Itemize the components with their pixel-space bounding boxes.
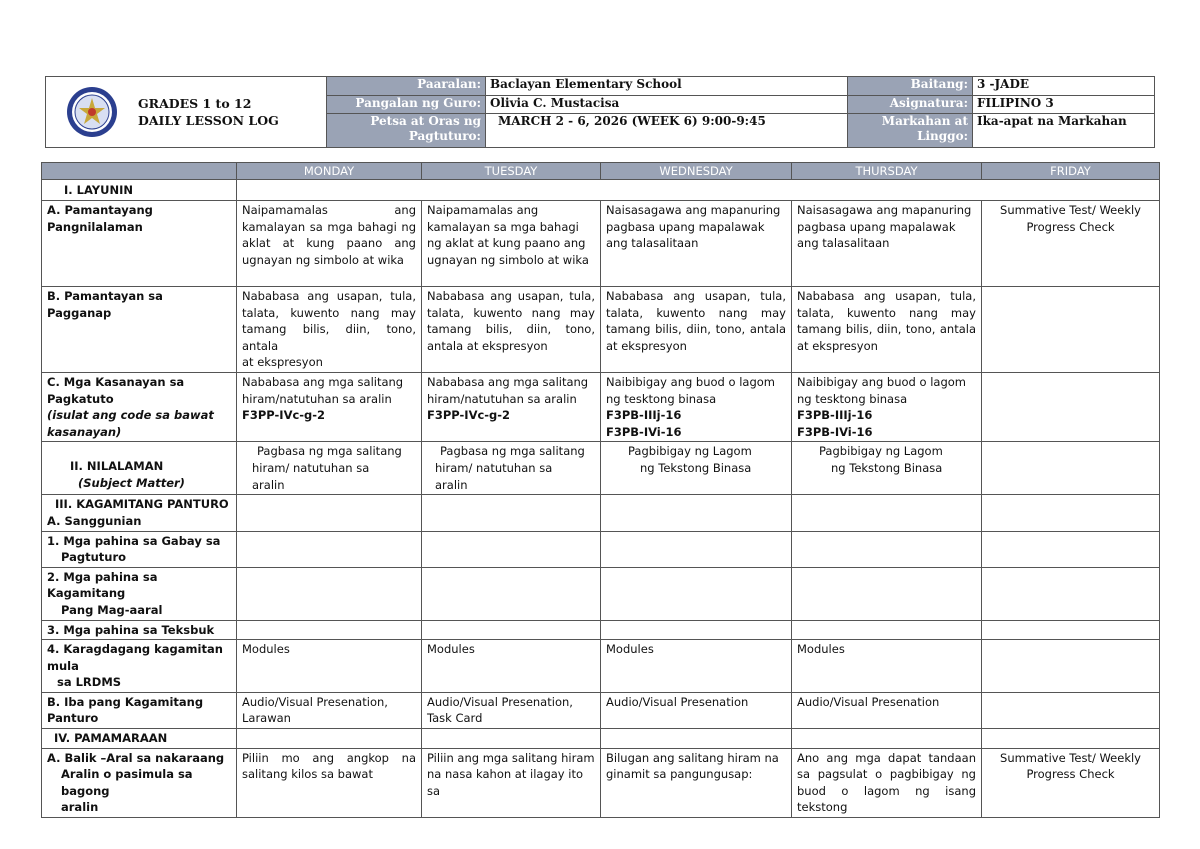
- pagganap-friday: [982, 287, 1160, 373]
- table-row: [42, 287, 1160, 373]
- header-table: [45, 76, 1155, 148]
- day-header-friday: FRIDAY: [982, 163, 1160, 180]
- table-row: [42, 567, 1160, 620]
- quarter-value: Ika-apat na Markahan: [973, 113, 1155, 147]
- table-row: [42, 620, 1160, 640]
- pamantayang-tuesday: Naipamamalas ang kamalayan sa mga bahagi ng aklat at kung paano ang ugnayan ng simbolo at wika: [422, 201, 601, 287]
- header-title-line1: GRADES 1 to 12: [138, 96, 252, 111]
- table-row: [42, 442, 1160, 495]
- kagamitang-label: 2. Mga pahina sa Kagamitang Pang Mag-aaral: [42, 567, 237, 620]
- kasanayan-wednesday: Naibibigay ang buod o lagom ng tesktong binasa F3PB-IIIj-16 F3PB-IVi-16: [601, 372, 792, 441]
- pamantayang-thursday: Naisasagawa ang mapanuring pagbasa upang mapalawak ang talasalitaan: [792, 201, 982, 287]
- logo-cell: [46, 77, 327, 148]
- layunin-blank: [237, 180, 1160, 201]
- karagdagang-wednesday: Modules: [601, 640, 792, 693]
- kasanayan-label: C. Mga Kasanayan sa Pagkatuto (isulat ang code sa bawat kasanayan): [42, 372, 237, 441]
- balik-thursday: Ano ang mga dapat tandaan sa pagsulat o pagbibigay ng buod o lagom ng isang tekstong: [792, 748, 982, 817]
- kasanayan-tuesday: Nababasa ang mga salitang hiram/natutuhan sa aralin F3PP-IVc-g-2: [422, 372, 601, 441]
- pamamaraan-label: IV. PAMAMARAAN: [42, 729, 237, 749]
- pamantayang-label: A. Pamantayang Pangnilalaman: [42, 201, 237, 287]
- balik-monday: Piliin mo ang angkop na salitang kilos sa bawat: [237, 748, 422, 817]
- day-header-row: [42, 163, 1160, 180]
- balik-friday: Summative Test/ Weekly Progress Check: [982, 748, 1160, 817]
- karagdagang-tuesday: Modules: [422, 640, 601, 693]
- table-row: [42, 495, 1160, 531]
- kasanayan-friday: [982, 372, 1160, 441]
- table-row: [42, 201, 1160, 287]
- teacher-value: Olivia C. Mustacisa: [486, 95, 848, 113]
- pagganap-tuesday: Nababasa ang usapan, tula, talata, kuwento nang may tamang bilis, diin, tono, antala at ekspresyon: [422, 287, 601, 373]
- table-row: [42, 180, 1160, 201]
- nilalaman-tuesday: Pagbasa ng mga salitang hiram/ natutuhan sa aralin: [422, 442, 601, 495]
- table-row: [42, 692, 1160, 728]
- nilalaman-label: II. NILALAMAN (Subject Matter): [42, 442, 237, 495]
- subject-label: Asignatura:: [848, 95, 973, 113]
- pagganap-wednesday: Nababasa ang usapan, tula, talata, kuwento nang may tamang bilis, diin, tono, antala at ekspresyon: [601, 287, 792, 373]
- nilalaman-friday: [982, 442, 1160, 495]
- grade-value: 3 -JADE: [973, 77, 1155, 96]
- subject-value: FILIPINO 3: [973, 95, 1155, 113]
- iba-wednesday: Audio/Visual Presenation: [601, 692, 792, 728]
- teacher-label: Pangalan ng Guro:: [327, 95, 486, 113]
- pagganap-label: B. Pamantayan sa Pagganap: [42, 287, 237, 373]
- header-title-line2: DAILY LESSON LOG: [138, 113, 279, 128]
- day-header-thursday: THURSDAY: [792, 163, 982, 180]
- pamantayang-monday: Naipamamalas ang kamalayan sa mga bahagi ng aklat at kung paano ang ugnayan ng simbolo at wika: [237, 201, 422, 287]
- day-header-blank: [42, 163, 237, 180]
- iba-friday: [982, 692, 1160, 728]
- day-header-monday: MONDAY: [237, 163, 422, 180]
- pagganap-thursday: Nababasa ang usapan, tula, talata, kuwento nang may tamang bilis, diin, tono, antala at ekspresyon: [792, 287, 982, 373]
- date-value: MARCH 2 - 6, 2026 (WEEK 6) 9:00-9:45: [486, 113, 848, 147]
- nilalaman-thursday: Pagbibigay ng Lagom ng Tekstong Binasa: [792, 442, 982, 495]
- karagdagang-label: 4. Karagdagang kagamitan mula sa LRDMS: [42, 640, 237, 693]
- iba-thursday: Audio/Visual Presenation: [792, 692, 982, 728]
- karagdagang-friday: [982, 640, 1160, 693]
- table-row: [42, 748, 1160, 817]
- day-header-tuesday: TUESDAY: [422, 163, 601, 180]
- balik-wednesday: Bilugan ang salitang hiram na ginamit sa pangungusap:: [601, 748, 792, 817]
- lesson-log-table: [41, 162, 1160, 818]
- pamantayang-wednesday: Naisasagawa ang mapanuring pagbasa upang mapalawak ang talasalitaan: [601, 201, 792, 287]
- school-label: Paaralan:: [327, 77, 486, 96]
- day-header-wednesday: WEDNESDAY: [601, 163, 792, 180]
- balik-label: A. Balik –Aral sa nakaraang Aralin o pasimula sa bagong aralin: [42, 748, 237, 817]
- quarter-label: Markahan at Linggo:: [848, 113, 973, 147]
- school-value: Baclayan Elementary School: [486, 77, 848, 96]
- iba-tuesday: Audio/Visual Presenation, Task Card: [422, 692, 601, 728]
- balik-tuesday: Piliin ang mga salitang hiram na nasa kahon at ilagay ito sa: [422, 748, 601, 817]
- karagdagang-thursday: Modules: [792, 640, 982, 693]
- kagamitan-label: III. KAGAMITANG PANTURO A. Sanggunian: [42, 495, 237, 531]
- grade-label: Baitang:: [848, 77, 973, 96]
- nilalaman-wednesday: Pagbibigay ng Lagom ng Tekstong Binasa: [601, 442, 792, 495]
- gabay-label: 1. Mga pahina sa Gabay sa Pagtuturo: [42, 531, 237, 567]
- karagdagang-monday: Modules: [237, 640, 422, 693]
- nilalaman-monday: Pagbasa ng mga salitang hiram/ natutuhan sa aralin: [237, 442, 422, 495]
- table-row: [42, 531, 1160, 567]
- table-row: [42, 729, 1160, 749]
- kasanayan-thursday: Naibibigay ang buod o lagom ng tesktong binasa F3PB-IIIj-16 F3PB-IVi-16: [792, 372, 982, 441]
- table-row: [42, 640, 1160, 693]
- kasanayan-monday: Nababasa ang mga salitang hiram/natutuhan sa aralin F3PP-IVc-g-2: [237, 372, 422, 441]
- iba-monday: Audio/Visual Presenation, Larawan: [237, 692, 422, 728]
- table-row: [42, 372, 1160, 441]
- date-label: Petsa at Oras ng Pagtuturo:: [327, 113, 486, 147]
- pamantayang-friday: Summative Test/ Weekly Progress Check: [982, 201, 1160, 287]
- deped-seal-icon: [66, 86, 118, 138]
- layunin-label: I. LAYUNIN: [42, 180, 237, 201]
- teksbuk-label: 3. Mga pahina sa Teksbuk: [42, 620, 237, 640]
- iba-label: B. Iba pang Kagamitang Panturo: [42, 692, 237, 728]
- pagganap-monday: Nababasa ang usapan, tula, talata, kuwento nang may tamang bilis, diin, tono, antala at ekspresyon: [237, 287, 422, 373]
